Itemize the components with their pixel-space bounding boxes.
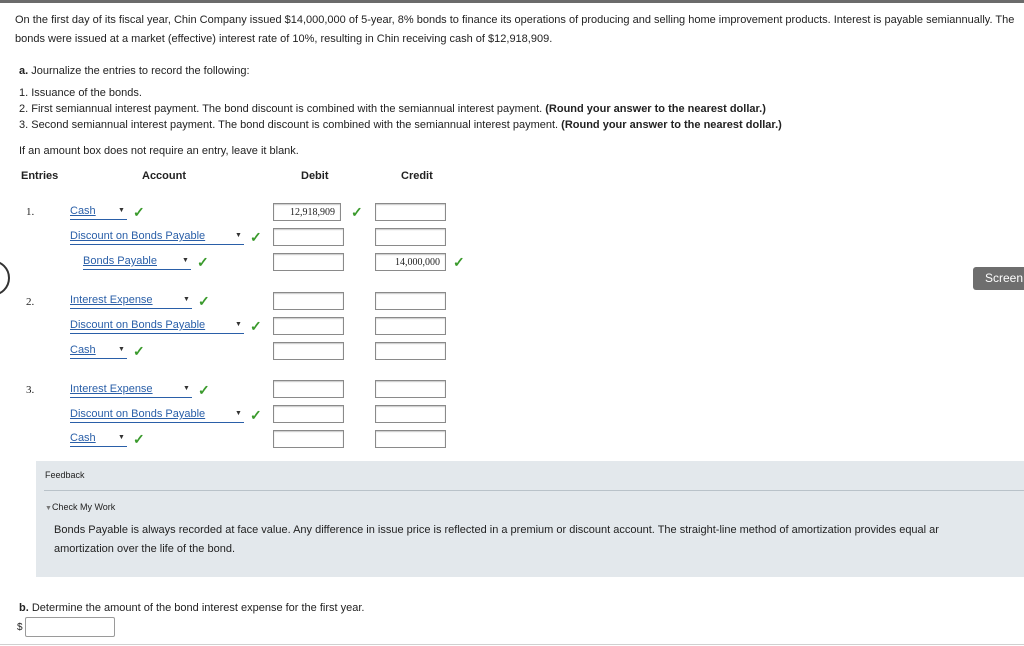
credit-input[interactable] <box>375 430 446 448</box>
round-note: (Round your answer to the nearest dollar.) <box>561 119 782 131</box>
dropdown-arrow-icon: ▼ <box>118 346 125 353</box>
credit-input[interactable] <box>375 203 446 221</box>
debit-input[interactable] <box>273 430 344 448</box>
credit-input[interactable] <box>375 292 446 310</box>
dropdown-arrow-icon: ▼ <box>118 434 125 441</box>
entry-number: 1. <box>26 206 35 218</box>
account-label: Cash <box>70 432 96 444</box>
feedback-text-line2: amortization over the life of the bond. <box>54 543 235 555</box>
account-select-discount[interactable] <box>70 318 244 334</box>
header-entries: Entries <box>21 170 59 182</box>
round-note: (Round your answer to the nearest dollar.) <box>545 103 766 115</box>
task-item-1: 1. Issuance of the bonds. <box>19 87 142 99</box>
task-item-2 <box>19 103 766 115</box>
check-icon: ✓ <box>197 254 209 270</box>
account-select-interest-expense[interactable] <box>70 293 192 309</box>
part-b-instruction <box>19 602 364 614</box>
check-icon: ✓ <box>133 204 145 220</box>
account-select-cash[interactable] <box>70 343 127 359</box>
debit-input[interactable]: 12,918,909 <box>273 203 341 221</box>
feedback-title: Feedback <box>45 470 85 480</box>
debit-input[interactable] <box>273 342 344 360</box>
currency-symbol: $ <box>17 622 23 633</box>
bottom-divider <box>0 644 1024 645</box>
account-label: Discount on Bonds Payable <box>70 319 206 331</box>
account-label: Interest Expense <box>70 294 153 306</box>
part-b-text: Determine the amount of the bond interest expense for the first year. <box>31 602 365 614</box>
debit-input[interactable] <box>273 317 344 335</box>
task-item-2-text: 2. First semiannual interest payment. The bond discount is combined with the semiannual interest payment. <box>19 103 543 115</box>
account-select-interest-expense[interactable] <box>70 382 192 398</box>
credit-input[interactable] <box>375 228 446 246</box>
check-icon: ✓ <box>133 343 145 359</box>
triangle-down-icon: ▼ <box>45 505 52 512</box>
part-b-label: b. <box>19 602 29 614</box>
account-select-cash[interactable] <box>70 204 127 220</box>
header-credit: Credit <box>401 170 433 182</box>
credit-input[interactable] <box>375 342 446 360</box>
dropdown-arrow-icon: ▼ <box>183 296 190 303</box>
account-select-cash[interactable] <box>70 431 127 447</box>
check-icon: ✓ <box>453 254 465 270</box>
debit-input[interactable] <box>273 405 344 423</box>
check-icon: ✓ <box>250 407 262 423</box>
dropdown-arrow-icon: ▼ <box>182 257 189 264</box>
entry-number: 2. <box>26 296 35 308</box>
debit-input[interactable] <box>273 253 344 271</box>
account-label: Discount on Bonds Payable <box>70 230 206 242</box>
account-label: Bonds Payable <box>83 255 157 267</box>
credit-input[interactable]: 14,000,000 <box>375 253 446 271</box>
feedback-text-line1: Bonds Payable is always recorded at face value. Any difference in issue price is reflected in a premium or discount account. The straight-line method of amortization provides equal ar <box>54 524 939 536</box>
check-icon: ✓ <box>198 293 210 309</box>
task-item-3-text: 3. Second semiannual interest payment. The bond discount is combined with the semiannual interest payment. <box>19 119 559 131</box>
header-debit: Debit <box>301 170 329 182</box>
screen-button[interactable]: Screen <box>973 267 1024 290</box>
check-icon: ✓ <box>351 204 363 220</box>
debit-input[interactable] <box>273 380 344 398</box>
top-border <box>0 0 1024 3</box>
problem-intro: On the first day of its fiscal year, Chin Company issued $14,000,000 of 5-year, 8% bonds to finance its operations of producing and selling home improvement products. Interest is payable semiannually. The bonds were issued at a market (effective) interest rate of 10%, resulting in Chin receiving cash of $12,918,909. <box>15 14 1015 45</box>
account-label: Cash <box>70 205 96 217</box>
account-select-discount[interactable] <box>70 229 244 245</box>
task-item-3 <box>19 119 782 131</box>
check-icon: ✓ <box>250 229 262 245</box>
account-select-discount[interactable] <box>70 407 244 423</box>
account-label: Discount on Bonds Payable <box>70 408 206 420</box>
dropdown-arrow-icon: ▼ <box>235 232 242 239</box>
check-icon: ✓ <box>250 318 262 334</box>
credit-input[interactable] <box>375 380 446 398</box>
check-my-work-toggle[interactable] <box>45 502 115 512</box>
part-a-instruction <box>19 65 250 77</box>
debit-input[interactable] <box>273 228 344 246</box>
account-label: Cash <box>70 344 96 356</box>
check-icon: ✓ <box>198 382 210 398</box>
check-icon: ✓ <box>133 431 145 447</box>
part-a-text: Journalize the entries to record the following: <box>31 65 250 77</box>
navigation-circle[interactable] <box>0 260 10 296</box>
feedback-divider <box>44 490 1024 491</box>
account-select-bonds-payable[interactable] <box>83 254 191 270</box>
credit-input[interactable] <box>375 317 446 335</box>
header-account: Account <box>142 170 186 182</box>
debit-input[interactable] <box>273 292 344 310</box>
check-my-work-label: Check My Work <box>51 502 116 512</box>
dropdown-arrow-icon: ▼ <box>118 207 125 214</box>
account-label: Interest Expense <box>70 383 153 395</box>
interest-expense-input[interactable] <box>25 617 115 637</box>
feedback-panel <box>36 461 1024 577</box>
entry-number: 3. <box>26 384 35 396</box>
dropdown-arrow-icon: ▼ <box>235 410 242 417</box>
blank-note: If an amount box does not require an entry, leave it blank. <box>19 145 299 157</box>
credit-input[interactable] <box>375 405 446 423</box>
part-a-label: a. <box>19 65 29 77</box>
dropdown-arrow-icon: ▼ <box>183 385 190 392</box>
dropdown-arrow-icon: ▼ <box>235 321 242 328</box>
